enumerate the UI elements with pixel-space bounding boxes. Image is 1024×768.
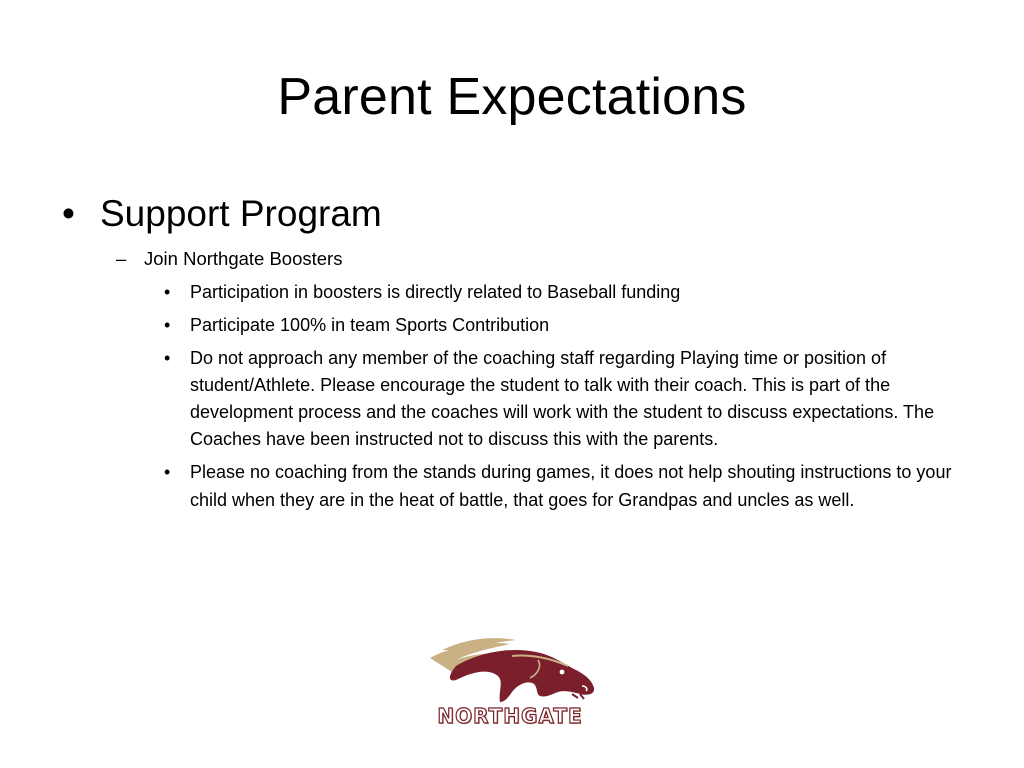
bullet-icon: • <box>62 193 75 234</box>
logo-wordmark: NORTHGATE <box>437 704 583 728</box>
list-item-text: Participate 100% in team Sports Contribution <box>190 314 550 335</box>
list-item <box>164 459 964 514</box>
list-item <box>164 279 964 306</box>
list-item <box>164 312 964 339</box>
list-item-text: Do not approach any member of the coaching staff regarding Playing time or position of student/Athlete. Please encourage the student to talk with their coach. This is part of the development process and the coaches will work with the student to discuss expectations. The Coaches have been instructed not to discuss this with the parents. <box>190 347 935 450</box>
bullet-icon: • <box>164 462 171 483</box>
northgate-logo <box>412 636 612 732</box>
list-item-text: Please no coaching from the stands during games, it does not help shouting instructions to your child when they are in the heat of battle, that goes for Grandpas and uncles as well. <box>190 462 952 510</box>
bullet-icon: • <box>164 347 171 368</box>
dash-icon: – <box>116 248 127 269</box>
list-item <box>164 345 964 454</box>
list-item-text: Participation in boosters is directly related to Baseball funding <box>190 282 681 302</box>
expectations-list <box>164 279 964 519</box>
bullet-text: Support Program <box>100 193 382 234</box>
sub-bullet-text: Join Northgate Boosters <box>144 248 343 269</box>
slide-title: Parent Expectations <box>277 68 747 126</box>
bullet-icon: • <box>164 314 171 335</box>
horse-head-icon <box>412 636 612 706</box>
bullet-icon: • <box>164 282 171 302</box>
